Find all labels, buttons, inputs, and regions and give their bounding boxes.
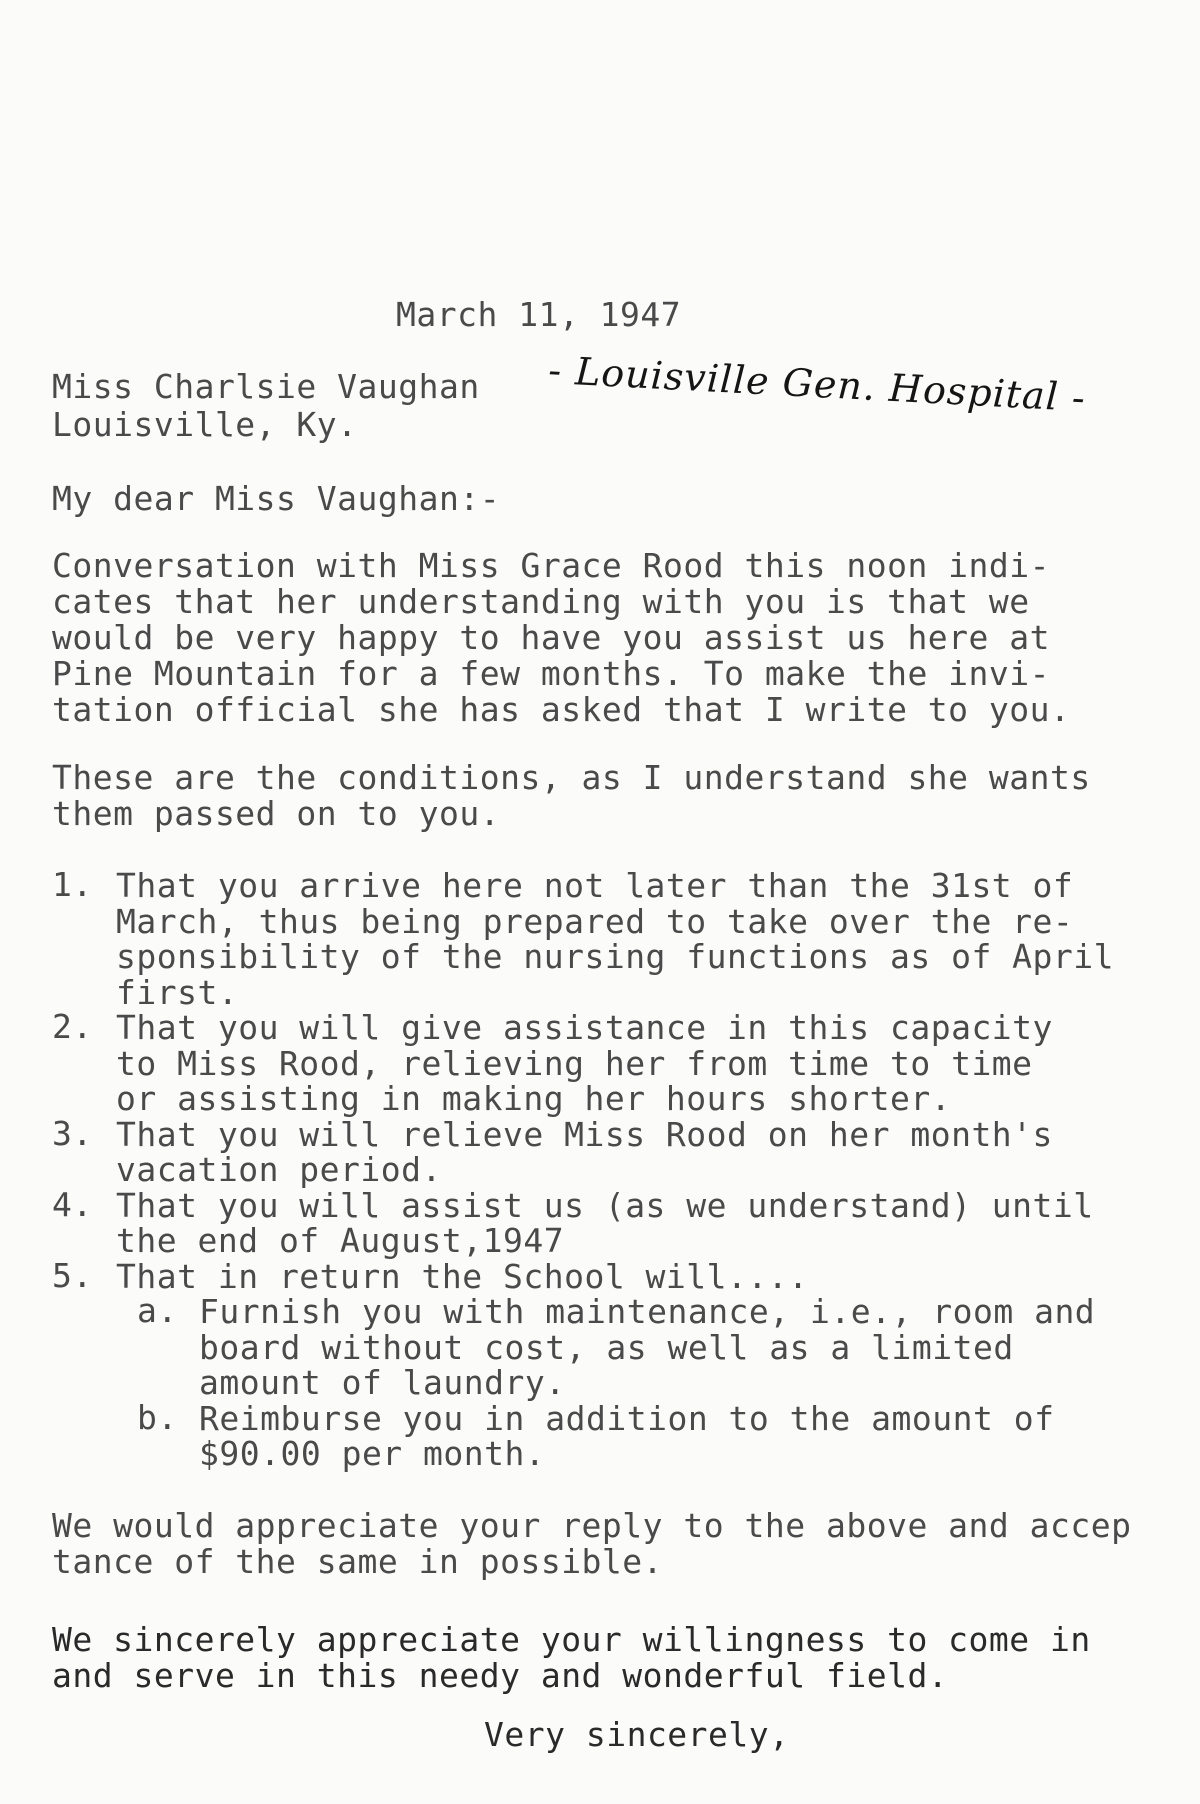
paragraph-line: tance of the same in possible. — [52, 1542, 664, 1581]
condition-line: first. — [116, 972, 239, 1012]
letter-date: March 11, 1947 — [396, 295, 682, 334]
condition-line: March, thus being prepared to take over the re- — [116, 901, 1074, 941]
paragraph-reply-request — [52, 1508, 1132, 1580]
handwritten-note: - Louisville Gen. Hospital - — [547, 347, 1087, 421]
condition-item-1 — [52, 865, 1115, 1012]
condition-item-5 — [52, 1255, 1096, 1473]
conditions-list — [52, 865, 1115, 1473]
subitem-line: Reimburse you in addition to the amount of — [199, 1398, 1055, 1438]
salutation: My dear Miss Vaughan:- — [52, 479, 501, 518]
paragraph-line: We would appreciate your reply to the above and accep — [52, 1506, 1132, 1545]
paragraph-appreciation — [52, 1622, 1091, 1694]
subitem-line: board without cost, as well as a limited — [199, 1327, 1014, 1367]
condition-number: 2. — [52, 1007, 93, 1046]
condition-line: sponsibility of the nursing functions as of April — [116, 937, 1115, 976]
condition-line: to Miss Rood, relieving her from time to time — [116, 1043, 1033, 1083]
paragraph-line: would be very happy to have you assist us here at — [52, 618, 1051, 657]
recipient-name: Miss Charlsie Vaughan — [52, 367, 480, 406]
subitem-line: $90.00 per month. — [199, 1434, 546, 1473]
condition-number: 3. — [52, 1113, 93, 1153]
recipient-city: Louisville, Ky. — [52, 405, 358, 444]
subitem-letter: a. — [137, 1291, 178, 1330]
condition-item-3 — [52, 1113, 1053, 1189]
condition-line: That you arrive here not later than the 31st of — [116, 866, 1074, 905]
condition-number: 4. — [52, 1184, 93, 1224]
closing: Very sincerely, — [484, 1715, 790, 1754]
condition-number: 5. — [52, 1255, 93, 1295]
paragraph-line: tation official she has asked that I write to you. — [52, 690, 1071, 729]
paragraph-conditions-intro — [52, 760, 1091, 832]
paragraph-line: Pine Mountain for a few months. To make the invi- — [52, 654, 1051, 693]
condition-line: That you will give assistance in this capacity — [116, 1008, 1053, 1047]
paragraph-line: These are the conditions, as I understand she wants — [52, 758, 1091, 797]
condition-line: That you will assist us (as we understand) until — [116, 1185, 1094, 1225]
condition-item-2 — [52, 1007, 1053, 1118]
paragraph-line: them passed on to you. — [52, 794, 501, 833]
subitem-line: amount of laundry. — [199, 1363, 566, 1402]
subitem-letter: b. — [137, 1397, 178, 1437]
paragraph-line: cates that her understanding with you is that we — [52, 582, 1030, 621]
subitem-line: Furnish you with maintenance, i.e., room and — [199, 1292, 1096, 1331]
condition-line: That in return the School will.... — [116, 1256, 809, 1296]
condition-subitem-b — [137, 1397, 1135, 1473]
condition-line: vacation period. — [116, 1150, 442, 1189]
condition-line: the end of August,1947 — [116, 1221, 565, 1260]
paragraph-line: and serve in this needy and wonderful field. — [52, 1656, 949, 1695]
paragraph-line: Conversation with Miss Grace Rood this noon indi- — [52, 546, 1051, 585]
condition-line: That you will relieve Miss Rood on her month's — [116, 1114, 1053, 1154]
condition-line: or assisting in making her hours shorter. — [116, 1079, 952, 1118]
paragraph-intro — [52, 548, 1070, 728]
paragraph-line: We sincerely appreciate your willingness to come in — [52, 1620, 1091, 1659]
condition-item-4 — [52, 1184, 1094, 1260]
condition-number: 1. — [52, 865, 93, 904]
condition-subitem-a — [137, 1291, 1135, 1402]
